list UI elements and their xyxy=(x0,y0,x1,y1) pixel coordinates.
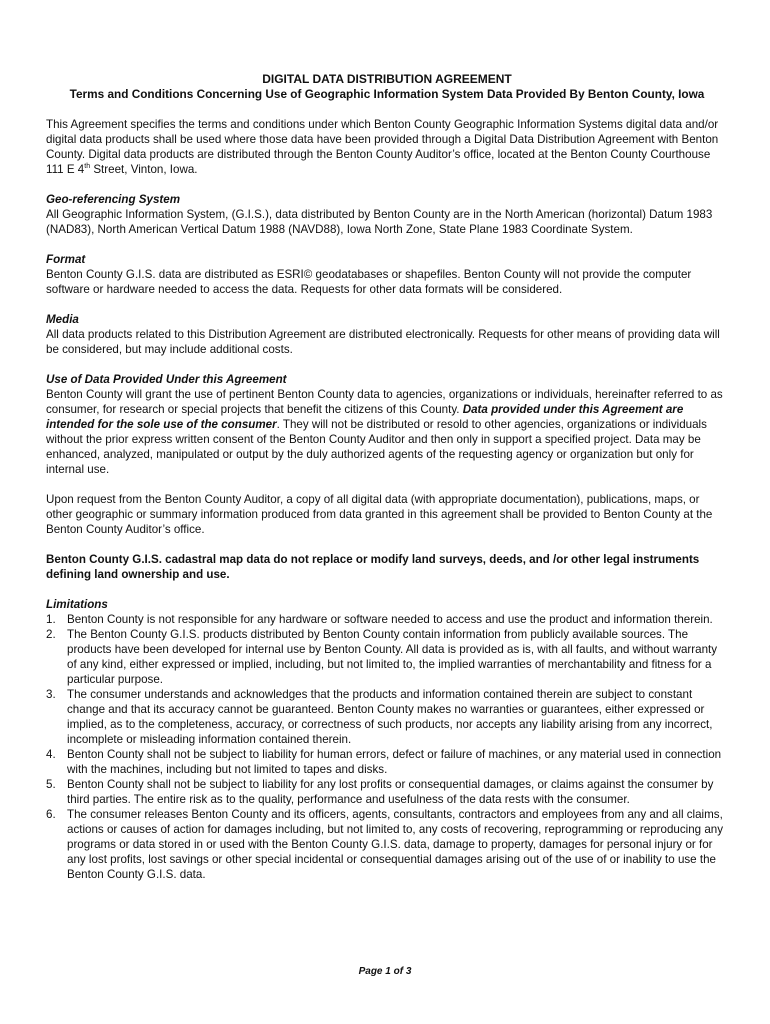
document-title: DIGITAL DATA DISTRIBUTION AGREEMENT xyxy=(262,72,512,86)
list-item: 5. Benton County shall not be subject to liability for any lost profits or consequential damages, or claims against the consumer by third parties. The entire risk as to the quality, performance and usefulness of the data rests with the consumer. xyxy=(46,778,714,806)
use-paragraph: Benton County will grant the use of pertinent Benton County data to agencies, organizations or individuals, hereinafter referred to as consumer, for research or special projects that benefit the citizens of this County. Data provided under this Agreement are intended for the sole use of the consumer. They will not be distributed or resold to other agencies, organizations or individuals without the prior express written consent of the Benton County Auditor and then only in support a specified project. Data may be enhanced, analyzed, manipulated or output by the duly authorized agents of the requesting agency or organization but only for internal use. xyxy=(46,388,723,476)
limitations-heading: Limitations xyxy=(46,598,108,611)
list-item: 1. Benton County is not responsible for any hardware or software needed to access and use the product and information therein. xyxy=(46,613,713,626)
georef-heading: Geo-referencing System xyxy=(46,193,181,206)
cadastral-notice: Benton County G.I.S. cadastral map data do not replace or modify land surveys, deeds, and /or other legal instruments defining land ownership and use. xyxy=(46,553,700,581)
format-paragraph: Benton County G.I.S. data are distributed as ESRI© geodatabases or shapefiles. Benton County will not provide the computer software or hardware needed to access the data. Requests for other data formats will be considered. xyxy=(46,268,692,296)
use-heading: Use of Data Provided Under this Agreement xyxy=(46,373,287,386)
media-heading: Media xyxy=(46,313,79,326)
document-subtitle: Terms and Conditions Concerning Use of Geographic Information System Data Provided By Benton County, Iowa xyxy=(69,87,705,101)
list-item: 2. The Benton County G.I.S. products distributed by Benton County contain information from publicly available sources. The products have been developed for internal use by Benton County. All data is provided as is, with all faults, and without warranty of any kind, either expressed or implied, including, but not limited to, the implied warranties of merchantability and fitness for a particular purpose. xyxy=(46,628,718,686)
document-page xyxy=(46,72,728,882)
list-item: 4. Benton County shall not be subject to liability for human errors, defect or failure of machines, or any material used in connection with the machines, including but not limited to tapes and disks. xyxy=(46,748,722,776)
list-item: 6. The consumer releases Benton County and its officers, agents, consultants, contractors and employees from any and all claims, actions or causes of action for damages including, but not limited to, any costs of recovering, reprogramming or reproducing any programs or data stored in or used with the Benton County G.I.S. data, damage to property, damages for personal injury or for any lost profits, lost savings or other special incidental or consequential damages arising out of the use of or inability to use the Benton County G.I.S. data. xyxy=(46,808,724,881)
request-paragraph: Upon request from the Benton County Auditor, a copy of all digital data (with appropriate documentation), publications, maps, or other geographic or summary information produced from data granted in this agreement shall be provided to Benton County at the Benton County Auditor’s office. xyxy=(46,493,713,536)
intro-paragraph: This Agreement specifies the terms and conditions under which Benton County Geographic Information Systems digital data and/or digital data products shall be used where those data have been provided through a Digital Data Distribution Agreement with Benton County. Digital data products are distributed through the Benton County Auditor’s office, located at the Benton County Courthouse 111 E 4th Street, Vinton, Iowa. xyxy=(46,118,719,176)
media-paragraph: All data products related to this Distribution Agreement are distributed electronically. Requests for other means of providing data will be considered, but may include additional costs. xyxy=(46,328,720,356)
limitations-list xyxy=(46,612,728,882)
format-heading: Format xyxy=(46,253,86,266)
page-number: Page 1 of 3 xyxy=(358,966,412,977)
sole-use-emphasis: Data provided under this Agreement are intended for the sole use of the consumer xyxy=(46,403,684,431)
list-item: 3. The consumer understands and acknowledges that the products and information contained therein are subject to constant change and that its accuracy cannot be guaranteed. Benton County makes no warranties or guarantees, either expressed or implied, as to the completeness, accuracy, or correctness of such products, nor accepts any liability arising from any incorrect, incomplete or misleading information contained therein. xyxy=(46,688,713,746)
georef-paragraph: All Geographic Information System, (G.I.S.), data distributed by Benton County are in the North American (horizontal) Datum 1983 (NAD83), North American Vertical Datum 1988 (NAVD88), Iowa North Zone, State Plane 1983 Coordinate System. xyxy=(46,208,713,236)
ordinal-suffix: th xyxy=(84,163,91,171)
